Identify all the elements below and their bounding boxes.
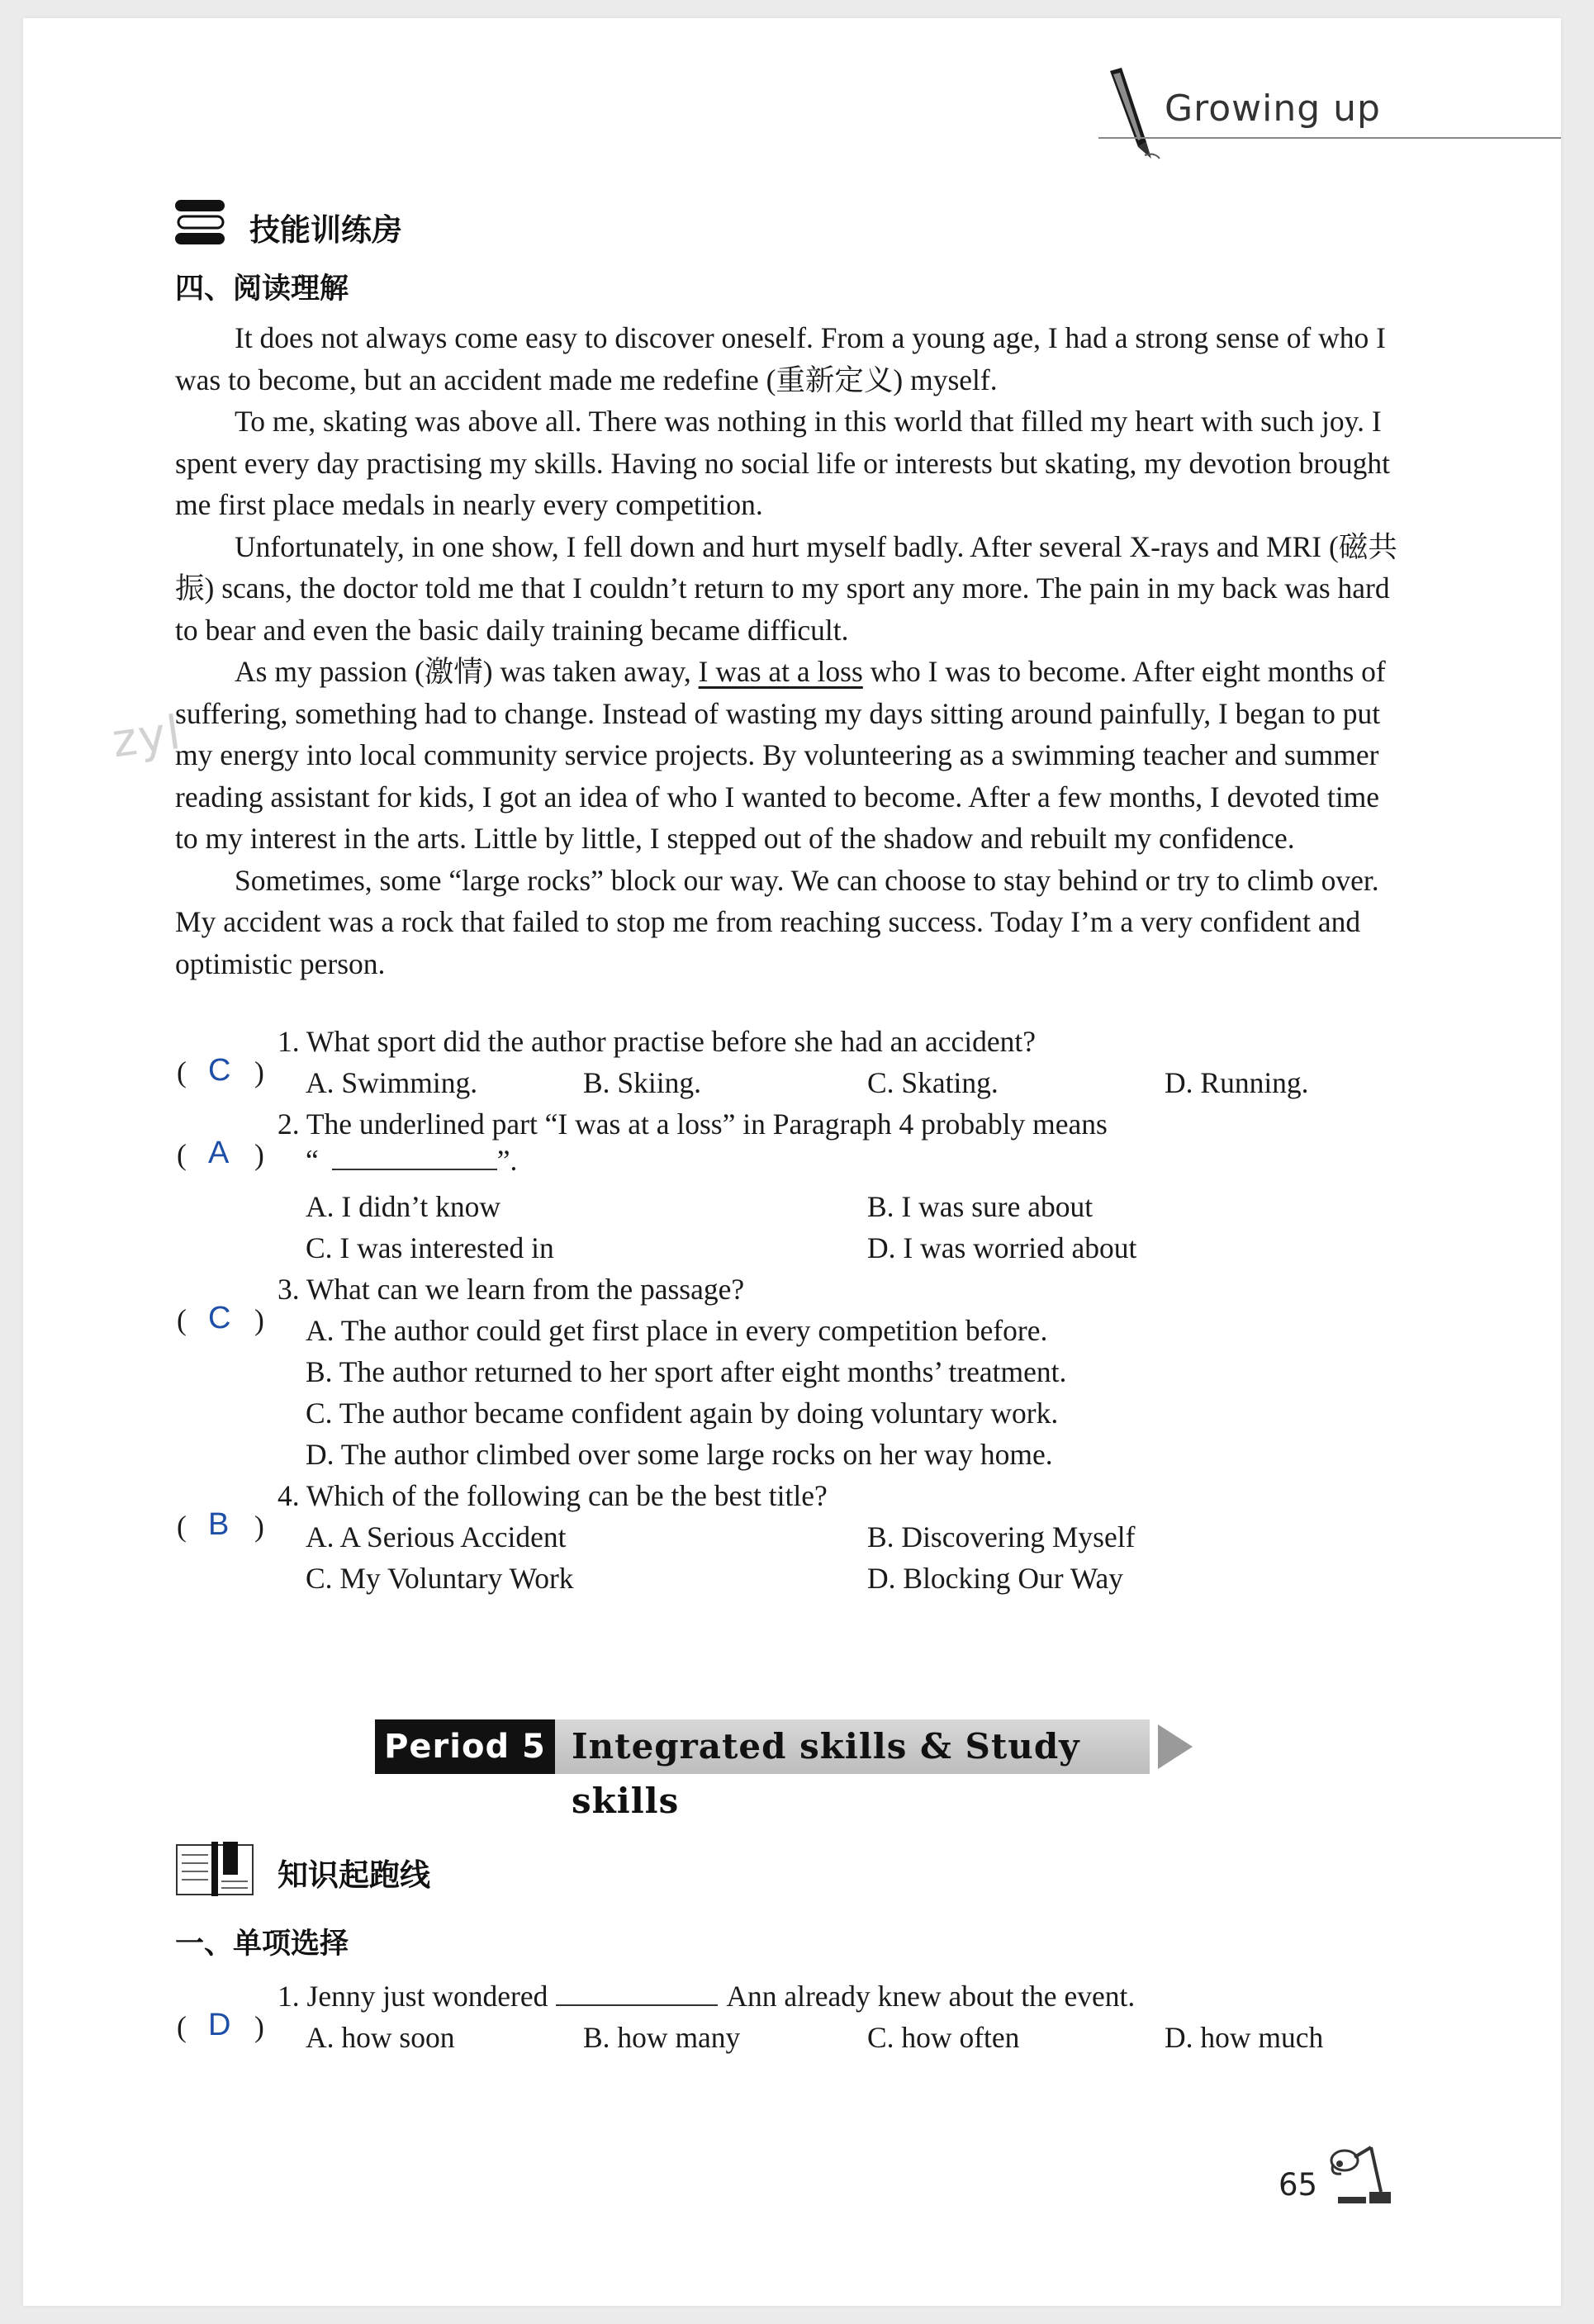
passage-paragraph	[175, 651, 1397, 860]
question-text: 3. What can we learn from the passage?	[278, 1273, 745, 1306]
question-text: Ann already knew about the event.	[726, 1980, 1136, 2013]
answer-blank-line: “ ”.	[306, 1144, 518, 1177]
option-b: B. how many	[583, 2021, 741, 2054]
question-text: 4. Which of the following can be the best title?	[278, 1479, 828, 1512]
passage-paragraph: It does not always come easy to discover oneself. From a young age, I had a strong sense of who I was to become, but an accident made me redefine (重新定义) myself.	[175, 321, 1386, 396]
book-icon	[175, 1840, 254, 1898]
passage-paragraph: Sometimes, some “large rocks” block our way. We can choose to stay behind or try to climb over. My accident was a rock that failed to stop me from reaching success. Today I’m a very confident and optimistic person.	[175, 863, 1379, 980]
option-a: A. how soon	[306, 2021, 455, 2054]
desk-lamp-icon	[1321, 2139, 1392, 2208]
option-d: D. Blocking Our Way	[867, 1562, 1124, 1595]
option-a: A. A Serious Accident	[306, 1520, 567, 1553]
answer-letter: A	[208, 1136, 230, 1170]
header-title: Growing up	[1165, 88, 1381, 130]
option-a: A. Swimming.	[306, 1066, 478, 1099]
option-d: D. I was worried about	[867, 1231, 1137, 1264]
section-title-knowledge: 知识起跑线	[278, 1857, 430, 1893]
header-rule	[1098, 137, 1561, 139]
pen-icon	[1103, 66, 1161, 164]
reading-passage	[175, 317, 1397, 984]
option-d: D. The author climbed over some large rocks on her way home.	[306, 1438, 1053, 1471]
option-c: C. how often	[867, 2021, 1020, 2054]
option-b: B. Skiing.	[583, 1066, 702, 1099]
question-3: ( C ) 3. What can we learn from the passage?	[175, 1269, 1414, 1310]
blank	[332, 1142, 497, 1170]
answer-letter: D	[208, 2008, 231, 2042]
option-b: B. The author returned to her sport after eight months’ treatment.	[306, 1355, 1067, 1388]
answer-letter: C	[208, 1301, 231, 1335]
page-number: 65	[1279, 2167, 1318, 2203]
option-d: D. Running.	[1165, 1066, 1309, 1099]
section-skills-icon	[173, 198, 226, 246]
section-title-skills: 技能训练房	[249, 212, 402, 248]
question-1: ( D ) 1. Jenny just wondered Ann already knew about the event.	[175, 1975, 1414, 2017]
question-4: ( B ) 4. Which of the following can be the best title?	[175, 1475, 1414, 1516]
option-b: B. I was sure about	[867, 1190, 1094, 1223]
option-c: C. I was interested in	[306, 1231, 554, 1264]
answer-letter: C	[208, 1053, 231, 1088]
period-title: Integrated skills & Study skills	[555, 1719, 1150, 1774]
question-1: ( C ) 1. What sport did the author practise before she had an accident?	[175, 1021, 1414, 1062]
banner-arrow-icon	[1156, 1723, 1194, 1771]
option-c: C. The author became confident again by doing voluntary work.	[306, 1397, 1059, 1430]
passage-paragraph: To me, skating was above all. There was nothing in this world that filled my heart with such joy. I spent every day practising my skills. Having no social life or interests but skating, my devotion brought me first place medals in nearly every competition.	[175, 405, 1391, 521]
blank	[556, 1978, 718, 2006]
question-2: ( A ) 2. The underlined part “I was at a loss” in Paragraph 4 probably means	[175, 1103, 1414, 1145]
watermark: zyl	[108, 705, 186, 769]
option-b: B. Discovering Myself	[867, 1520, 1136, 1553]
option-d: D. how much	[1165, 2021, 1324, 2054]
question-text: 1. What sport did the author practise before she had an accident?	[278, 1025, 1037, 1058]
option-a: A. I didn’t know	[306, 1190, 501, 1223]
underlined-phrase: I was at a loss	[698, 655, 863, 688]
passage-text: who I was to become. After eight months of suffering, something had to change. Instead of wasting my days sitting around painfully, I began to put my energy into local community service projects. By volunteering as a swimming teacher and summer reading assistant for kids, I got an idea of who I wanted to become. After a few months, I devoted time to my interest in the arts. Little by little, I stepped out of the shadow and rebuilt my confidence.	[175, 655, 1386, 855]
subsection-title-reading: 四、阅读理解	[175, 273, 349, 306]
question-text: 1. Jenny just wondered	[278, 1980, 548, 2013]
passage-paragraph: Unfortunately, in one show, I fell down and hurt myself badly. After several X-rays and MRI (磁共振) scans, the doctor told me that I couldn’t return to my sport any more. The pain in my back was hard to bear and even the basic daily training became difficult.	[175, 529, 1397, 647]
subsection-title-choice: 一、单项选择	[175, 1928, 349, 1961]
question-text: 2. The underlined part “I was at a loss” in Paragraph 4 probably means	[278, 1107, 1108, 1141]
option-a: A. The author could get first place in every competition before.	[306, 1314, 1048, 1347]
period-label: Period 5	[375, 1719, 555, 1774]
answer-letter: B	[208, 1507, 230, 1542]
option-c: C. Skating.	[867, 1066, 999, 1099]
option-c: C. My Voluntary Work	[306, 1562, 574, 1595]
passage-text: As my passion (激情) was taken away,	[235, 655, 699, 688]
